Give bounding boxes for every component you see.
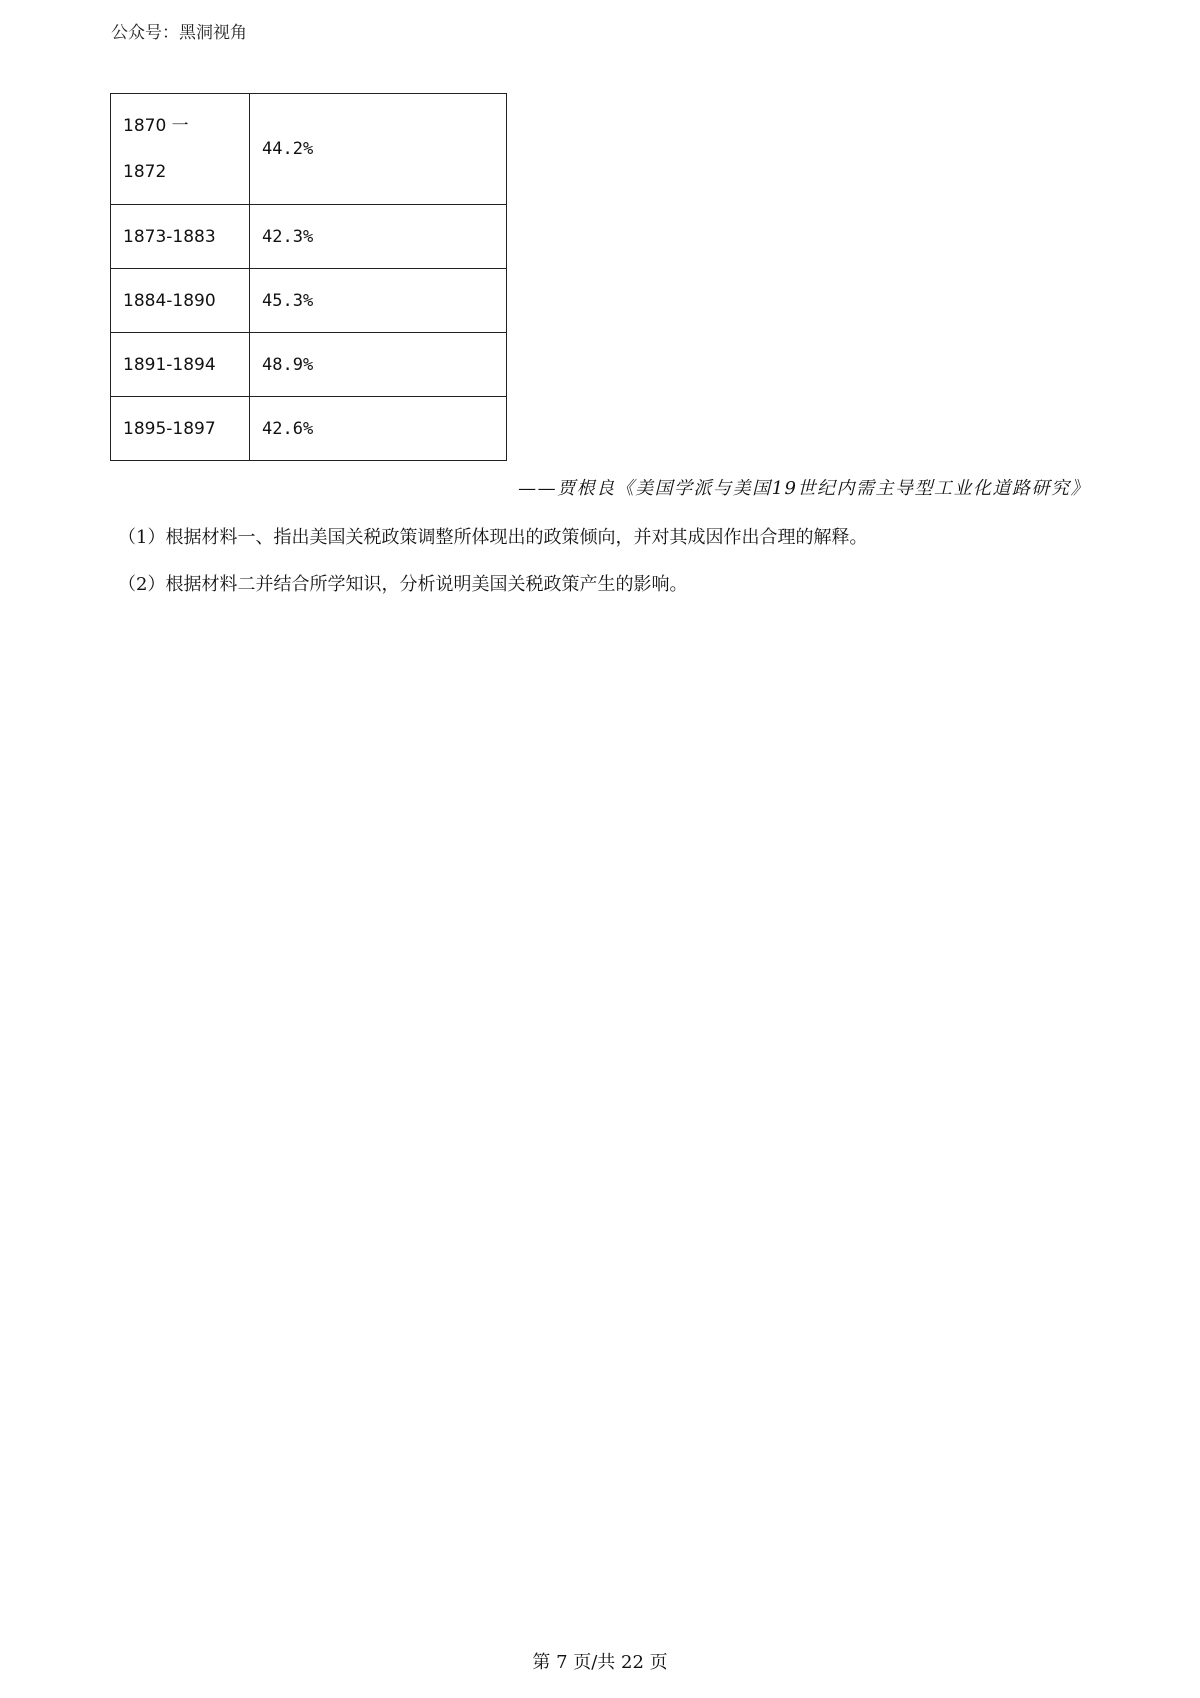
rate-cell: 44.2% <box>250 94 507 205</box>
period-line: 1872 <box>123 162 167 182</box>
period-cell <box>111 94 250 205</box>
question-2: （2）根据材料二并结合所学知识，分析说明美国关税政策产生的影响。 <box>118 574 688 595</box>
period-line: 1870 一 <box>123 116 189 136</box>
header-watermark: 公众号：黑洞视角 <box>111 23 247 43</box>
period-cell: 1895-1897 <box>111 397 250 461</box>
period-cell: 1884-1890 <box>111 269 250 333</box>
rate-cell: 42.6% <box>250 397 507 461</box>
table-row <box>111 397 507 461</box>
table-row <box>111 269 507 333</box>
rate-cell: 45.3% <box>250 269 507 333</box>
source-citation: ——贾根良《美国学派与美国19世纪内需主导型工业化道路研究》 <box>518 478 1090 499</box>
table-row <box>111 333 507 397</box>
page-number: 第 7 页/共 22 页 <box>532 1652 668 1673</box>
period-cell: 1891-1894 <box>111 333 250 397</box>
rate-cell: 42.3% <box>250 205 507 269</box>
table-row <box>111 205 507 269</box>
rate-cell: 48.9% <box>250 333 507 397</box>
table-row <box>111 94 507 205</box>
question-1: （1）根据材料一、指出美国关税政策调整所体现出的政策倾向，并对其成因作出合理的解释。 <box>118 527 868 548</box>
tariff-rate-table <box>110 93 507 461</box>
period-cell: 1873-1883 <box>111 205 250 269</box>
